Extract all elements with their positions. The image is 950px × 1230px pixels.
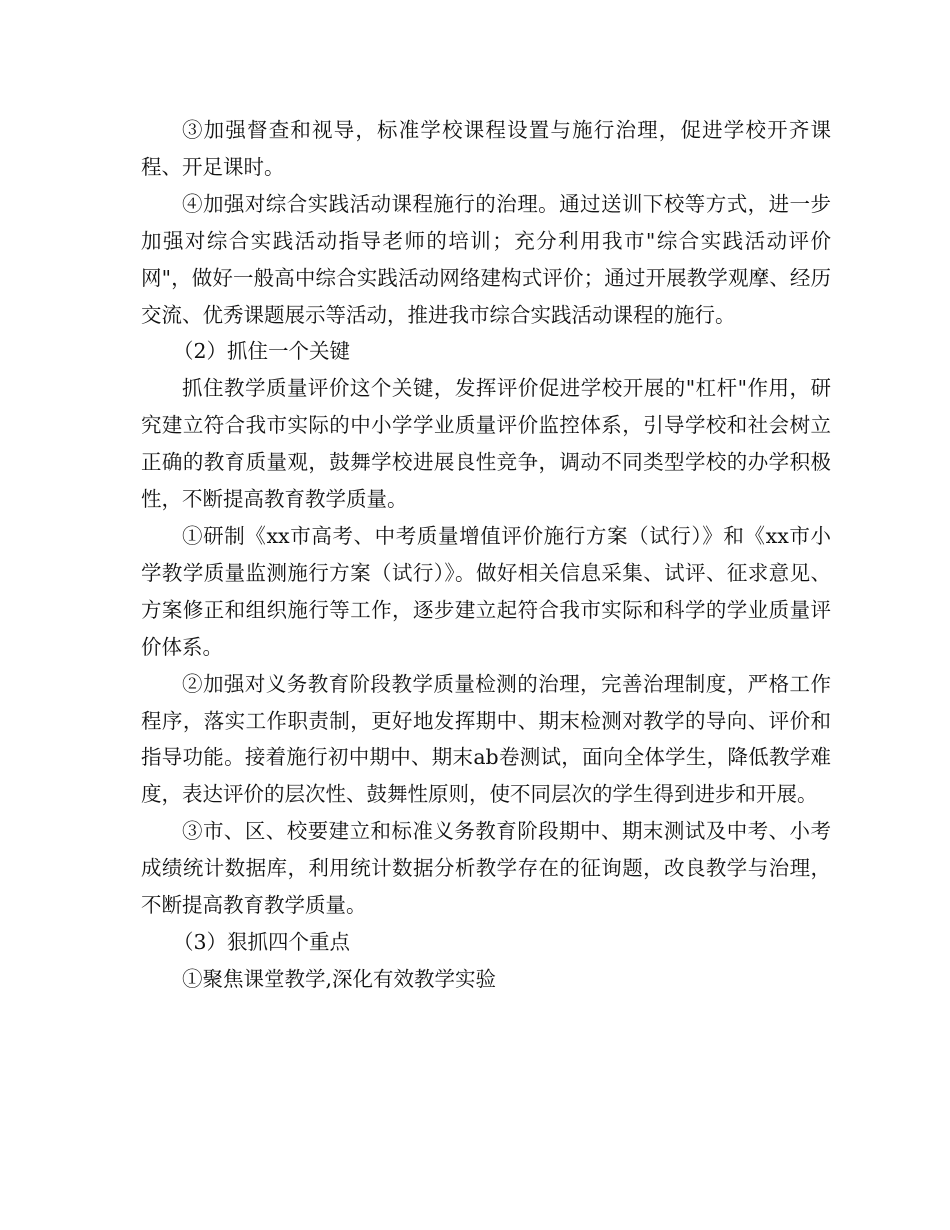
paragraph-supervision: ③加强督查和视导，标准学校课程设置与施行治理，促进学校开齐课程、开足课时。 <box>141 118 831 179</box>
paragraph-quality-testing: ②加强对义务教育阶段教学质量检测的治理，完善治理制度，严格工作程序，落实工作职责制，更好地发挥期中、期末检测对教学的导向、评价和指导功能。接着施行初中期中、期末ab卷测试，面向全体学生，降低教学难度，表达评价的层次性、鼓舞性原则，使不同层次的学生得到进步和开展。 <box>141 671 831 807</box>
paragraph-classroom-teaching: ①聚焦课堂教学,深化有效教学实验 <box>182 966 497 991</box>
document-body <box>141 112 831 998</box>
paragraph-evaluation-plan: ①研制《xx市高考、中考质量增值评价施行方案（试行）》和《xx市小学教学质量监测施行方案（试行）》。做好相关信息采集、试评、征求意见、方案修正和组织施行等工作，逐步建立起符合我市实际和科学的学业质量评价体系。 <box>141 523 831 659</box>
paragraph-quality-evaluation: 抓住教学质量评价这个关键，发挥评价促进学校开展的"杠杆"作用，研究建立符合我市实际的中小学学业质量评价监控体系，引导学校和社会树立正确的教育质量观，鼓舞学校进展良性竞争，调动不同类型学校的办学积极性，不断提高教育教学质量。 <box>141 376 831 512</box>
paragraph-practice-activities: ④加强对综合实践活动课程施行的治理。通过送训下校等方式，进一步加强对综合实践活动指导老师的培训；充分利用我市"综合实践活动评价网"，做好一般高中综合实践活动网络建构式评价；通过开展教学观摩、经历交流、优秀课题展示等活动，推进我市综合实践活动课程的施行。 <box>141 191 831 327</box>
section-heading-priorities: （3）狠抓四个重点 <box>173 929 351 954</box>
section-heading-key: （2）抓住一个关键 <box>173 339 351 364</box>
paragraph-score-database: ③市、区、校要建立和标准义务教育阶段期中、期末测试及中考、小考成绩统计数据库，利用统计数据分析教学存在的征询题，改良教学与治理，不断提高教育教学质量。 <box>141 819 831 918</box>
